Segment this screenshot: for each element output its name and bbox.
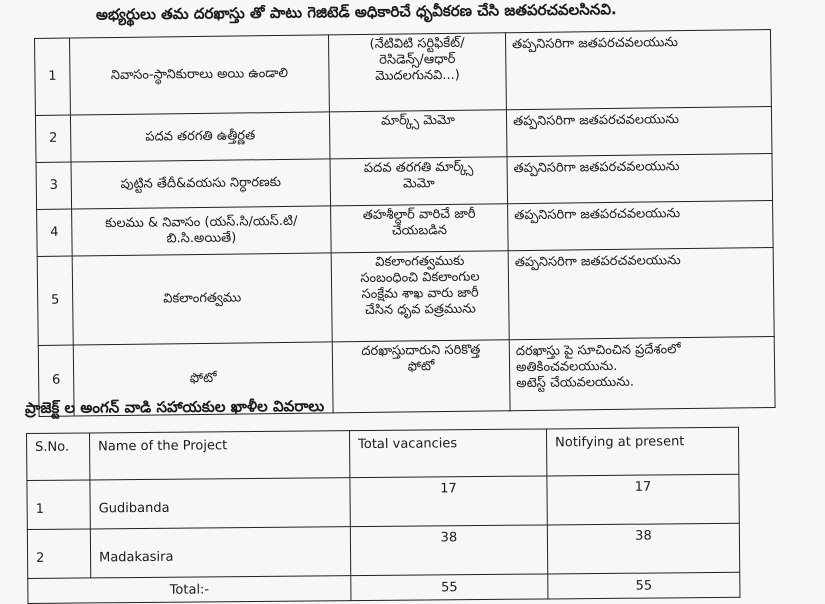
table-row [27,474,739,529]
remark-line: తప్పనిసరిగా జతపరచవలయును [512,35,679,53]
certificate-line: చేయబడిన [391,222,448,239]
project-total-vacancies: 17 [350,476,547,527]
header-total-vacancies: Total vacancies [349,429,546,478]
table-row [27,523,739,578]
header-sno: S.No. [27,433,90,481]
doc-remark [508,200,774,250]
project-name: Gudibanda [90,478,350,529]
project-sno: 1 [27,480,90,530]
project-total-vacancies: 38 [350,525,547,576]
total-row [28,572,740,603]
project-notifying: 17 [547,474,739,525]
doc-certificate [331,204,509,253]
doc-certificate [330,157,508,206]
doc-certificate [328,33,506,112]
doc-sno: 4 [37,209,73,256]
doc-certificate [331,251,509,342]
doc-remark [506,106,772,156]
doc-requirement: పదవ తరగతి ఉత్తీర్ణత [70,112,330,162]
certificate-line: మెమో [402,176,435,192]
doc-certificate [329,110,507,159]
table-row [37,247,774,345]
doc-remark [508,247,774,339]
remark-line: తప్పనిసరిగా జతపరచవలయును [514,253,681,271]
certificate-line: దరఖాస్తుదారుని సరికొత్త [361,342,481,360]
page-heading: అభ్యర్థులు తమ దరఖాస్తు తో పాటు గెజిటెడ్ అధికారిచే ధృవీకరణ చేసి జతపరచవలసినవి. [95,0,617,24]
header-project-name: Name of the Project [90,431,350,480]
certificate-line: (నేటివిటి సర్టిఫికేట్/ [369,35,465,52]
certificate-line: మార్క్స్ మెమో [381,112,456,129]
remark-line: అతికించవలయును. [515,358,618,376]
doc-remark [509,336,775,410]
doc-requirement: ఫోటో [73,342,333,416]
certificate-line: చేసిన ధృవ పత్రమును [364,301,476,318]
doc-sno: 2 [35,115,71,162]
total-label: Total:- [28,576,351,604]
doc-requirement: వికలాంగత్వము [72,253,332,345]
certificate-line: తహశీల్దార్ వారిచే జారీ [362,206,476,223]
project-notifying: 38 [547,523,739,574]
certificate-line: వికలాంగత్వముకు [375,253,465,270]
certificate-line: రెసిడెన్స్/ఆధార్ [379,51,456,68]
vacancies-heading: ప్రాజెక్ట్ ల అంగన్ వాడి సహాయకుల ఖాళీల వివరాలు [24,396,325,418]
doc-certificate [332,340,510,413]
documents-table [34,29,776,417]
remark-line: తప్పనిసరిగా జతపరచవలయును [514,206,681,224]
remark-line: తప్పనిసరిగా జతపరచవలయును [513,159,680,177]
doc-sno: 6 [38,345,74,416]
vacancies-header-row [27,427,739,480]
doc-requirement: కులము & నివాసం (యస్.సి/యస్.టి/బి.సి.అయితే) [72,206,332,256]
remark-line: తప్పనిసరిగా జతపరచవలయును [512,112,680,130]
doc-requirement: పుట్టిన తేదీ&వయసు నిర్ధారణకు [71,159,331,209]
header-notifying: Notifying at present [546,427,738,476]
project-name: Madakasira [90,527,350,578]
vacancies-table [26,427,740,604]
certificate-line: పదవ తరగతి మార్క్స్ [363,159,474,176]
total-vacancies: 55 [351,574,548,601]
doc-remark [507,153,773,203]
project-sno: 2 [27,529,90,579]
table-row [35,30,772,116]
doc-remark [505,30,771,110]
doc-requirement: నివాసం-స్థానికురాలు అయి ఉండాలి [70,35,330,115]
remark-line: అటెస్ట్ చేయవలయును. [516,374,635,392]
certificate-line: సంబంధించి వికలాంగుల [360,269,480,287]
remark-line: దరఖాస్తు పై సూచించిన ప్రదేశంలో [515,342,681,360]
doc-sno: 3 [36,162,72,209]
certificate-line: సంక్షేమ శాఖ వారు జారీ [361,285,479,303]
certificate-line: ఫోటో [407,359,435,375]
doc-sno: 1 [35,38,71,115]
total-notifying: 55 [548,572,740,599]
doc-sno: 5 [37,256,73,345]
certificate-line: మొదలగునవి...) [375,67,460,84]
